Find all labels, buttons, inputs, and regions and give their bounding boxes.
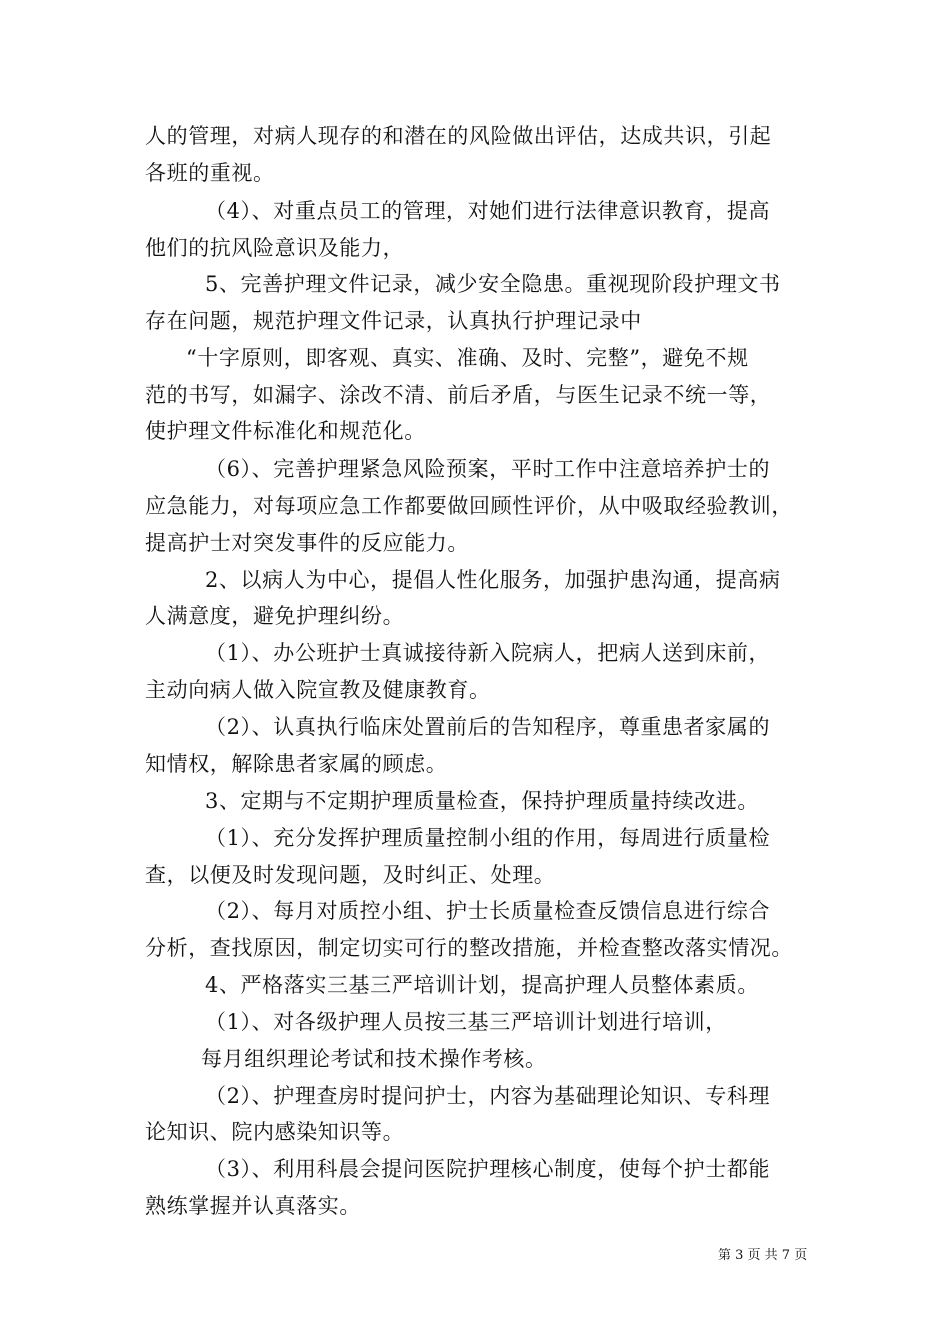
text-line: （2）、每月对质控小组、护士长质量检查反馈信息进行综合 bbox=[205, 899, 771, 923]
text-line: （1）、充分发挥护理质量控制小组的作用，每周进行质量检 bbox=[205, 826, 771, 850]
page-number: 第 3 页 共 7 页 bbox=[718, 1248, 808, 1263]
text-line: 熟练掌握并认真落实。 bbox=[145, 1194, 361, 1218]
text-line: （1）、对各级护理人员按三基三严培训计划进行培训， bbox=[205, 1010, 727, 1034]
text-line: 知情权，解除患者家属的顾虑。 bbox=[145, 752, 448, 776]
text-line: 他们的抗风险意识及能力， bbox=[145, 236, 405, 260]
text-line: （2）、认真执行临床处置前后的告知程序，尊重患者家属的 bbox=[205, 715, 771, 739]
text-line: 范的书写，如漏字、涂改不清、前后矛盾，与医生记录不统一等， bbox=[145, 383, 772, 407]
text-line: 5、完善护理文件记录，减少安全隐患。重视现阶段护理文书 bbox=[205, 272, 781, 296]
text-line: （3）、利用科晨会提问医院护理核心制度，使每个护士都能 bbox=[205, 1157, 771, 1181]
text-line: 4、严格落实三基三严培训计划，提高护理人员整体素质。 bbox=[205, 973, 759, 997]
text-line: 人满意度，避免护理纠纷。 bbox=[145, 604, 405, 628]
text-line: （1）、办公班护士真诚接待新入院病人，把病人送到床前， bbox=[205, 641, 771, 665]
text-line: 应急能力，对每项应急工作都要做回顾性评价，从中吸取经验教训， bbox=[145, 494, 793, 518]
text-line: （2）、护理查房时提问护士，内容为基础理论知识、专科理 bbox=[205, 1084, 771, 1108]
text-line: 使护理文件标准化和规范化。 bbox=[145, 419, 426, 443]
text-line: 存在问题，规范护理文件记录，认真执行护理记录中 bbox=[145, 309, 642, 333]
text-line: “十字原则，即客观、真实、准确、及时、完整”，避免不规 bbox=[186, 346, 749, 370]
text-line: 提高护士对突发事件的反应能力。 bbox=[145, 531, 469, 555]
text-line: 查，以便及时发现问题，及时纠正、处理。 bbox=[145, 863, 556, 887]
text-line: 人的管理，对病人现存的和潜在的风险做出评估，达成共识，引起 bbox=[145, 124, 772, 148]
text-line: 分析，查找原因，制定切实可行的整改措施，并检查整改落实情况。 bbox=[145, 936, 793, 960]
text-line: （4）、对重点员工的管理，对她们进行法律意识教育，提高 bbox=[205, 199, 771, 223]
text-line: 主动向病人做入院宣教及健康教育。 bbox=[145, 678, 491, 702]
text-line: 论知识、院内感染知识等。 bbox=[145, 1120, 405, 1144]
text-line: 每月组织理论考试和技术操作考核。 bbox=[201, 1047, 547, 1071]
text-line: 各班的重视。 bbox=[145, 161, 275, 185]
text-line: （6）、完善护理紧急风险预案，平时工作中注意培养护士的 bbox=[205, 457, 771, 481]
text-line: 2、以病人为中心，提倡人性化服务，加强护患沟通，提高病 bbox=[205, 568, 781, 592]
text-line: 3、定期与不定期护理质量检查，保持护理质量持续改进。 bbox=[205, 789, 759, 813]
